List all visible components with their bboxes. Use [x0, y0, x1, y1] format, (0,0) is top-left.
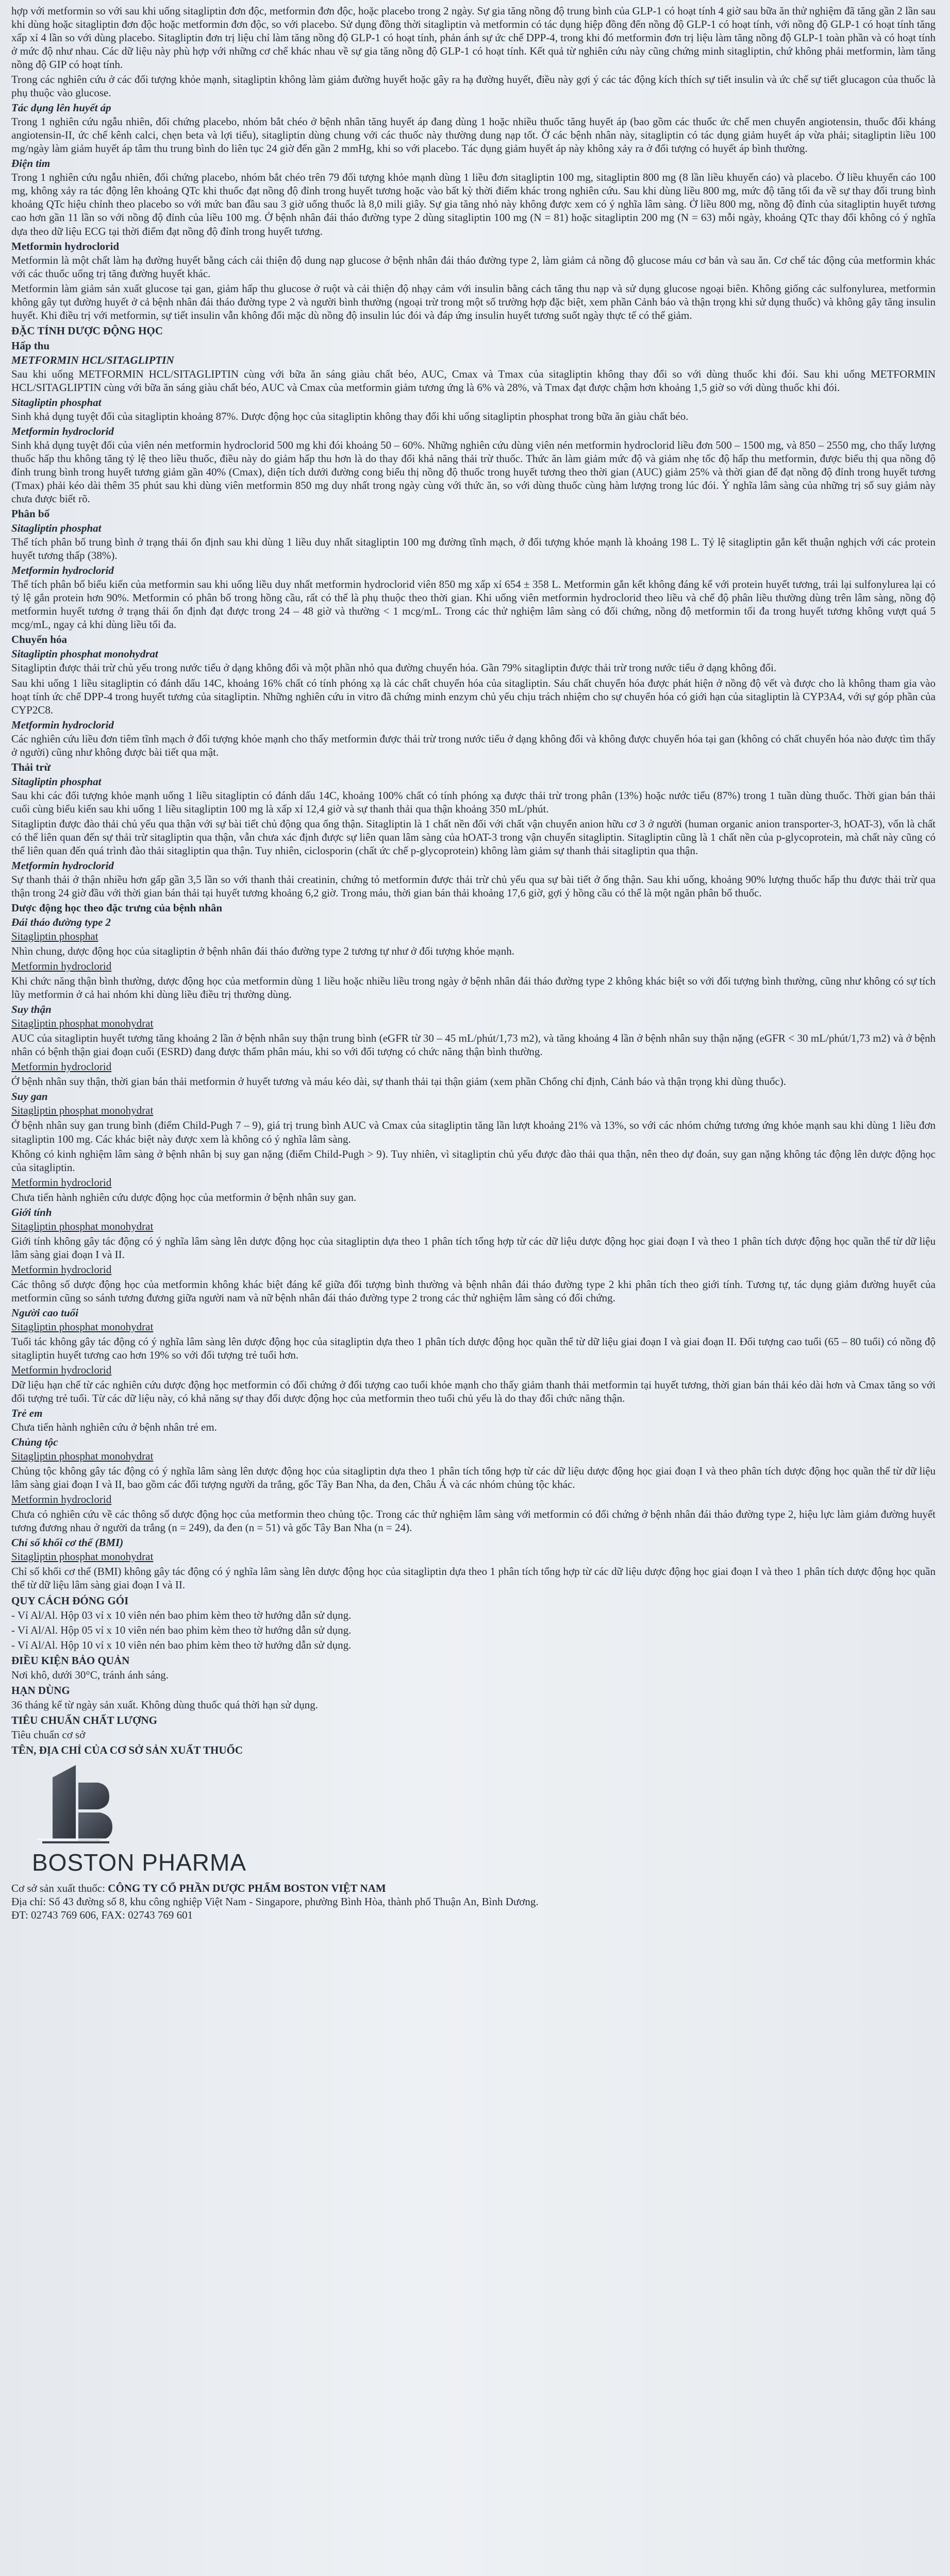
subsection-heading: Hấp thu [11, 339, 50, 352]
paragraph: Chủng tộc không gây tác động có ý nghĩa lâm sàng lên dược động học của sitagliptin dựa theo 1 phân tích tổng hợp từ các dữ liệu dược động học giai đoạn I và theo phân tích dược động học quần thể từ dữ liệu lâm sàng giai đoạn I và II, bao gồm các đối tượng người da trắng, gốc Tây Ban Nha, da đen, Châu Á và các nhóm chủng tộc khác. [11, 1465, 936, 1491]
paragraph: Sinh khả dụng tuyệt đối của sitagliptin khoảng 87%. Dược động học của sitagliptin không thay đổi khi uống sitagliptin phosphat trong bữa ăn giàu chất béo. [11, 410, 689, 422]
subsection-heading: Điện tim [11, 157, 51, 170]
paragraph: Các nghiên cứu liều đơn tiêm tĩnh mạch ở đối tượng khỏe mạnh cho thấy metformin được thải trừ trong nước tiểu ở dạng không đổi và không được chuyển hóa tại gan (không có chất chuyển hóa nào được tìm thấy ở người) cũng như không được bài tiết qua mật. [11, 732, 936, 758]
subsection-heading: Chỉ số khối cơ thể (BMI) [11, 1536, 124, 1549]
subsection-heading: Chủng tộc [11, 1436, 58, 1449]
subsection-heading: Dược động học theo đặc trưng của bệnh nhân [11, 902, 223, 914]
subsection-heading: Đái tháo đường type 2 [11, 916, 111, 929]
substance-heading: Metformin hydroclorid [11, 960, 112, 973]
section-heading: ĐẶC TÍNH DƯỢC ĐỘNG HỌC [11, 324, 163, 337]
paragraph: Trong 1 nghiên cứu ngẫu nhiên, đối chứng placebo, nhóm bắt chéo ở bệnh nhân tăng huyết áp đang dùng 1 hoặc nhiều thuốc tăng huyết áp (bao gồm các thuốc ức chế men chuyển angiotensin, thuốc đối kháng angiotensin-II, ức chế kênh calci, chẹn beta và lợi tiểu), sitagliptin dùng chung với các thuốc này thường dung nạp tốt. Ở các bệnh nhân này, sitagliptin có tác dụng giảm huyết áp vừa phải; sitagliptin liều 100 mg/ngày làm giảm huyết áp tâm thu trung bình do liên tục 24 giờ đến gần 2 mmHg, khi so với placebo. Tác dụng giảm huyết áp này không xảy ra ở đối tượng có huyết áp bình thường. [11, 115, 936, 155]
subsection-heading: Metformin hydroclorid [11, 240, 119, 252]
paragraph: Sau khi uống 1 liều sitagliptin có đánh dấu 14C, khoảng 16% chất có tính phóng xạ là các chất chuyển hóa của sitagliptin. Sáu chất chuyển hóa được phát hiện ở nồng độ vết và được cho là không tham gia vào hoạt tính ức chế DPP-4 trong huyết tương của sitagliptin. Những nghiên cứu in vitro đã chứng minh enzym chủ yếu chịu trách nhiệm cho sự chuyển hóa có giới hạn của sitagliptin là CYP3A4, với sự góp phần của CYP2C8. [11, 676, 936, 716]
paragraph: Sự thanh thải ở thận nhiều hơn gấp gần 3,5 lần so với thanh thải creatinin, chứng tỏ metformin được thải trừ chủ yếu qua sự bài tiết ở ống thận. Sau khi uống, khoảng 90% lượng thuốc hấp thu được thải trừ qua thận trong 24 giờ đầu với thời gian bán thải tại huyết tương khoảng 6,2 giờ. Trong máu, thời gian bán thải khoảng 17,6 giờ, gợi ý hồng cầu có thể là một ngăn phân bố thuốc. [11, 873, 936, 899]
substance-heading: Metformin hydroclorid [11, 1493, 112, 1506]
paragraph: Tiêu chuẩn cơ sở [11, 1728, 86, 1741]
substance-heading: Metformin hydroclorid [11, 1176, 112, 1189]
paragraph: Chưa có nghiên cứu về các thông số dược động học của metformin theo chủng tộc. Trong các thử nghiệm lâm sàng với metformin có đối chứng ở bệnh nhân đái tháo đường type 2, hiệu lực làm giảm đường huyết tương đương nhau ở người da trắng (n = 249), da đen (n = 51) và gốc Tây Ban Nha (n = 24). [11, 1508, 936, 1534]
paragraph: Không có kinh nghiệm lâm sàng ở bệnh nhân bị suy gan nặng (điểm Child-Pugh > 9). Tuy nhiên, vì sitagliptin chủ yếu được đào thải qua thận, nên theo dự đoán, suy gan nặng không tác động lên dược động học của sitagliptin. [11, 1147, 936, 1174]
paragraph: Dữ liệu hạn chế từ các nghiên cứu dược động học metformin có đối chứng ở đối tượng cao tuổi khỏe mạnh cho thấy giảm thanh thải metformin tại huyết tương, thời gian bán thải kéo dài hơn và Cmax tăng so với đối tượng trẻ tuổi. Từ các dữ liệu này, có khả năng sự thay đổi dược động học của metformin theo tuổi chủ yếu là do thay đổi chức năng thận. [11, 1379, 936, 1405]
manufacturer-label: Cơ sở sản xuất thuốc: [11, 1882, 106, 1894]
paragraph: - Vỉ Al/Al. Hộp 03 vỉ x 10 viên nén bao phim kèm theo tờ hướng dẫn sử dụng. [11, 1608, 352, 1621]
subsection-heading: METFORMIN HCL/SITAGLIPTIN [11, 353, 174, 366]
paragraph: Ở bệnh nhân suy thận, thời gian bán thải metformin ở huyết tương và máu kéo dài, sự thanh thải tại thận giảm (xem phần Chống chỉ định, Cảnh báo và thận trọng khi dùng thuốc). [11, 1075, 787, 1088]
substance-heading: Sitagliptin phosphat monohydrat [11, 1017, 154, 1030]
subsection-heading: Người cao tuổi [11, 1306, 79, 1319]
paragraph: Sitagliptin được thải trừ chủ yếu trong nước tiểu ở dạng không đổi và một phần nhỏ qua đường chuyển hóa. Gần 79% sitagliptin được thải trừ trong nước tiểu ở dạng không đổi. [11, 662, 777, 674]
paragraph: Metformin là một chất làm hạ đường huyết bằng cách cải thiện độ dung nạp glucose ở bệnh nhân đái tháo đường type 2, làm giảm cả nồng độ glucose máu cơ bản và sau ăn. Cơ chế tác động của metformin khác với các thuốc uống trị tăng đường huyết khác. [11, 253, 936, 280]
manufacturer-address: Địa chỉ: Số 43 đường số 8, khu công nghiệp Việt Nam - Singapore, phường Bình Hòa, thành phố Thuận An, Bình Dương. [11, 1895, 539, 1908]
paragraph: Nơi khô, dưới 30°C, tránh ánh sáng. [11, 1668, 169, 1681]
paragraph: Thể tích phân bố trung bình ở trạng thái ổn định sau khi dùng 1 liều duy nhất sitagliptin 100 mg đường tĩnh mạch, ở đối tượng khỏe mạnh là khoảng 198 L. Tỷ lệ sitagliptin gắn kết thuận nghịch với các protein huyết tương thấp (38%). [11, 536, 936, 562]
substance-heading: Sitagliptin phosphat monohydrat [11, 1450, 154, 1463]
paragraph: Các thông số dược động học của metformin không khác biệt đáng kể giữa đối tượng bình thường và bệnh nhân đái tháo đường type 2 khi phân tích theo giới tính. Tương tự, tác dụng giảm đường huyết của metformin cũng so sánh tương đương giữa người nam và nữ bệnh nhân đái tháo đường type 2 trong các thử nghiệm lâm sàng có đối chứng. [11, 1278, 936, 1304]
subsection-heading: Sitagliptin phosphat [11, 775, 102, 788]
paragraph: Thể tích phân bố biểu kiến của metformin sau khi uống liều duy nhất metformin hydroclorid viên 850 mg xấp xỉ 654 ± 358 L. Metformin gắn kết không đáng kể với protein huyết tương, trái lại sulfonylurea lại có tỷ lệ gắn protein hơn 90%. Metformin có phân bố trong hồng cầu, rất có thể là phụ thuộc theo thời gian. Khi uống viên metformin hydroclorid theo liều và chế độ phân liều thường dùng trên lâm sàng, nồng độ metformin huyết tương ở trạng thái ổn định đạt được trong 24 – 48 giờ và thường < 1 mcg/mL. Trong các thử nghiệm lâm sàng có đối chứng, nồng độ metformin tối đa trong huyết tương không vượt quá 5 mcg/mL, ngay cả khi dùng liều tối đa. [11, 578, 936, 631]
subsection-heading: Suy thận [11, 1003, 52, 1016]
subsection-heading: Sitagliptin phosphat [11, 396, 102, 409]
manufacturer-name: CÔNG TY CỔ PHẦN DƯỢC PHẨM BOSTON VIỆT NAM [108, 1882, 386, 1894]
manufacturer-name-line [11, 1882, 936, 1895]
substance-heading: Sitagliptin phosphat monohydrat [11, 1550, 154, 1563]
paragraph: AUC của sitagliptin huyết tương tăng khoảng 2 lần ở bệnh nhân suy thận trung bình (eGFR từ 30 – 45 mL/phút/1,73 m2), và tăng khoảng 4 lần ở bệnh nhân suy thận nặng (eGFR < 30 mL/phút/1,73 m2) và ở bệnh nhân có bệnh thận giai đoạn cuối (ESRD) đang được thẩm phân máu, khi so với đối tượng có chức năng thận bình thường. [11, 1032, 936, 1058]
subsection-heading: Metformin hydroclorid [11, 718, 114, 731]
paragraph: Sau khi uống METFORMIN HCL/SITAGLIPTIN cùng với bữa ăn sáng giàu chất béo, AUC, Cmax và Tmax của sitagliptin không thay đổi so với dùng thuốc khi đói. Sau khi uống METFORMIN HCL/SITAGLIPTIN cùng với bữa ăn sáng giàu chất béo, AUC và Cmax của metformin giảm tương ứng là 6% và 28%, và Tmax đạt được chậm hơn khoảng 1,5 giờ so với dùng thuốc khi đói. [11, 367, 936, 394]
paragraph: Trong các nghiên cứu ở các đối tượng khỏe mạnh, sitagliptin không làm giảm đường huyết hoặc gây ra hạ đường huyết, điều này gợi ý các tác động kích thích sự tiết insulin và ức chế sự tiết glucagon của thuốc là phụ thuộc vào glucose. [11, 73, 936, 99]
subsection-heading: Giới tính [11, 1206, 52, 1218]
substance-heading: Metformin hydroclorid [11, 1263, 112, 1276]
substance-heading: Sitagliptin phosphat monohydrat [11, 1104, 154, 1117]
section-heading: HẠN DÙNG [11, 1684, 70, 1697]
paragraph: Tuổi tác không gây tác động có ý nghĩa lâm sàng lên dược động học của sitagliptin dựa theo 1 phân tích dược động học quần thể từ dữ liệu giai đoạn I và giai đoạn II. Đối tượng cao tuổi (65 – 80 tuổi) có nồng độ sitagliptin huyết tương cao hơn 19% so với đối tượng trẻ tuổi hơn. [11, 1335, 936, 1361]
paragraph: - Vỉ Al/Al. Hộp 05 vỉ x 10 viên nén bao phim kèm theo tờ hướng dẫn sử dụng. [11, 1623, 352, 1636]
substance-heading: Metformin hydroclorid [11, 1364, 112, 1376]
paragraph: Sitagliptin được đào thải chủ yếu qua thận với sự bài tiết chủ động qua ống thận. Sitagliptin là 1 chất nền đối với chất vận chuyển anion hữu cơ 3 ở người (human organic anion transporter-3, hOAT-3), vốn là chất có thể liên quan đến sự thải trừ sitagliptin qua thận, vẫn chưa xác định được sự liên quan lâm sàng của hOAT-3 trong vận chuyển sitagliptin. Sitagliptin cũng là 1 chất nền của p-glycoprotein, mà chất này cũng có thể liên quan đến quá trình đào thải sitagliptin qua thận. Tuy nhiên, ciclosporin (chất ức chế p-glycoprotein) không làm giảm sự thanh thải sitagliptin qua thận. [11, 817, 936, 857]
substance-heading: Sitagliptin phosphat [11, 930, 98, 943]
section-heading: TIÊU CHUẨN CHẤT LƯỢNG [11, 1714, 157, 1726]
section-heading: QUY CÁCH ĐÓNG GÓI [11, 1594, 129, 1607]
subsection-heading: Sitagliptin phosphat monohydrat [11, 648, 158, 660]
paragraph: Trong 1 nghiên cứu ngẫu nhiên, đối chứng placebo, nhóm bắt chéo trên 79 đối tượng khỏe mạnh dùng 1 liều đơn sitagliptin 100 mg, sitagliptin 800 mg (8 lần liều khuyến cáo) và placebo. Ở liều khuyến cáo 100 mg, không xảy ra tác động lên khoảng QTc khi thuốc đạt nồng độ đỉnh trong huyết tương hoặc vào bất kỳ thời điểm khác trong nghiên cứu. Sau khi dùng liều 800 mg, mức độ tăng tối đa về sự thay đổi trung bình khoảng QTc hiệu chỉnh theo placebo so với mức ban đầu sau 3 giờ uống thuốc là 8,0 mili giây. Sự gia tăng nhỏ này không được xem có ý nghĩa lâm sàng. Ở liều 800 mg, nồng độ đỉnh của sitagliptin huyết tương cao hơn gần 11 lần so với nồng độ đỉnh của liều 100 mg. Ở bệnh nhân đái tháo đường type 2 dùng sitagliptin 100 mg (N = 81) hoặc sitagliptin 200 mg (N = 63) mỗi ngày, khoảng QTc thay đổi không có ý nghĩa dựa theo dữ liệu ECG tại thời điểm đạt nồng độ đỉnh trong huyết tương. [11, 171, 936, 238]
subsection-heading: Metformin hydroclorid [11, 564, 114, 577]
paragraph: Sau khi các đối tượng khỏe mạnh uống 1 liều sitagliptin có đánh dấu 14C, khoảng 100% chất có tính phóng xạ được thải trừ trong phân (13%) hoặc nước tiểu (87%) trong 1 tuần dùng thuốc. Thời gian bán thải cuối cùng biểu kiến sau khi uống 1 liều sitagliptin 100 mg là xấp xỉ 12,4 giờ và sự thanh thải qua thận khoảng 350 mL/phút. [11, 789, 936, 815]
paragraph: hợp với metformin so với sau khi uống sitagliptin đơn độc, metformin đơn độc, hoặc placebo trong 2 ngày. Sự gia tăng nồng độ trung bình của GLP-1 có hoạt tính 4 giờ sau bữa ăn thử nghiệm đã tăng gần 2 lần sau khi dùng hoặc sitagliptin đơn độc hoặc metformin đơn độc, so với placebo. Sử dụng đồng thời sitagliptin và metformin có tác dụng hiệp đồng đến nồng độ GLP-1 có hoạt tính, với nồng độ GLP-1 có hoạt tính tăng xấp xỉ 4 lần so với dùng placebo. Sitagliptin đơn trị liệu chỉ làm tăng nồng độ GLP-1 có hoạt tính, phản ánh sự ức chế DPP-4, trong khi đó metformin đơn trị liệu làm tăng nồng độ GLP-1 toàn phần và có hoạt tính ở mức độ như nhau. Các dữ liệu này phù hợp với những cơ chế khác nhau về sự gia tăng nồng độ GLP-1 có hoạt tính. Kết quả từ nghiên cứu này cũng chứng minh sitagliptin, chứ không phải metformin, làm tăng nồng độ GIP có hoạt tính. [11, 5, 936, 71]
paragraph: - Vỉ Al/Al. Hộp 10 vỉ x 10 viên nén bao phim kèm theo tờ hướng dẫn sử dụng. [11, 1638, 352, 1651]
paragraph: Sinh khả dụng tuyệt đối của viên nén metformin hydroclorid 500 mg khi đói khoảng 50 – 60%. Những nghiên cứu dùng viên nén metformin hydroclorid liều đơn 500 – 1500 mg, và 850 – 2550 mg, cho thấy lượng thuốc hấp thu không tăng tỷ lệ theo liều thuốc, điều này do giảm hấp thu hơn là do thay đổi khả năng thải trừ thuốc. Thức ăn làm giảm mức độ và giảm nhẹ tốc độ hấp thu metformin, được biểu thị qua nồng độ đỉnh trung bình trong huyết tương giảm gần 40% (Cmax), diện tích dưới đường cong biểu thị nồng độ thuốc trong huyết tương theo thời gian (AUC) giảm 25% và thời gian để đạt nồng độ đỉnh trong huyết tương (Tmax) phải kéo dài thêm 35 phút sau khi dùng viên metformin 850 mg duy nhất trong ngày cùng với thức ăn, so với dùng thuốc cùng hàm lượng trong lúc đói. Ý nghĩa lâm sàng của những trị số suy giảm này chưa được biết rõ. [11, 438, 936, 505]
paragraph: Metformin làm giảm sản xuất glucose tại gan, giảm hấp thu glucose ở ruột và cải thiện độ nhạy cảm với insulin bằng cách tăng thu nạp và sử dụng glucose ngoại biên. Không giống các sulfonylurea, metformin không gây tụt đường huyết ở cả bệnh nhân đái tháo đường type 2 và người bình thường (ngoại trừ trong một số trường hợp đặc biệt, xem phần Cảnh báo và thận trọng khi sử dụng thuốc) và không gây tăng insulin huyết. Khi điều trị với metformin, sự tiết insulin vẫn không đổi mặc dù nồng độ insulin lúc đói và đáp ứng insulin huyết tương suốt ngày thực tế có thể giảm. [11, 282, 936, 321]
subsection-heading: Suy gan [11, 1090, 48, 1103]
paragraph: Chưa tiến hành nghiên cứu dược động học của metformin ở bệnh nhân suy gan. [11, 1191, 357, 1204]
subsection-heading: Tác dụng lên huyết áp [11, 101, 111, 114]
paragraph: Giới tính không gây tác động có ý nghĩa lâm sàng lên dược động học của sitagliptin dựa theo 1 phân tích tổng hợp từ các dữ liệu dược động học giai đoạn I và theo 1 phân tích dược động học quần thể từ dữ liệu lâm sàng giai đoạn I và II. [11, 1234, 936, 1261]
substance-heading: Sitagliptin phosphat monohydrat [11, 1219, 154, 1232]
manufacturer-block [11, 1762, 936, 1922]
paragraph: Nhìn chung, dược động học của sitagliptin ở bệnh nhân đái tháo đường type 2 tương tự như ở đối tượng khỏe mạnh. [11, 945, 514, 958]
manufacturer-contact: ĐT: 02743 769 606, FAX: 02743 769 601 [11, 1908, 193, 1921]
section-heading: TÊN, ĐỊA CHỈ CỦA CƠ SỞ SẢN XUẤT THUỐC [11, 1743, 243, 1756]
subsection-heading: Metformin hydroclorid [11, 859, 114, 872]
leaflet-body [11, 4, 936, 1757]
paragraph: Ở bệnh nhân suy gan trung bình (điểm Child-Pugh 7 – 9), giá trị trung bình AUC và Cmax của sitagliptin tăng lần lượt khoảng 21% và 13%, so với các nhóm chứng tương ứng khỏe mạnh sau khi dùng 1 liều đơn sitagliptin 100 mg. Các khác biệt này được xem là không có ý nghĩa lâm sàng. [11, 1119, 936, 1145]
subsection-heading: Chuyển hóa [11, 633, 67, 646]
subsection-heading: Metformin hydroclorid [11, 425, 114, 437]
section-heading: ĐIỀU KIỆN BẢO QUẢN [11, 1654, 130, 1667]
paragraph: Khi chức năng thận bình thường, dược động học của metformin dùng 1 liều hoặc nhiều liều trong ngày ở bệnh nhân đái tháo đường type 2 không khác biệt so với đối tượng bình thường, cũng như không có sự tích lũy metformin ở cả hai nhóm khi dùng liều điều trị thường dùng. [11, 975, 936, 1001]
logo [32, 1762, 936, 1877]
subsection-heading: Thải trừ [11, 760, 51, 773]
subsection-heading: Trẻ em [11, 1407, 43, 1420]
paragraph: Chưa tiến hành nghiên cứu ở bệnh nhân trẻ em. [11, 1421, 217, 1434]
paragraph: Chỉ số khối cơ thể (BMI) không gây tác động có ý nghĩa lâm sàng lên dược động học của sitagliptin dựa theo 1 phân tích tổng hợp từ các dữ liệu dược động học giai đoạn I và theo 1 phân tích dược động học quần thể từ dữ liệu lâm sàng giai đoạn I và II. [11, 1565, 936, 1591]
subsection-heading: Sitagliptin phosphat [11, 522, 102, 535]
logo-text: BOSTON PHARMA [32, 1849, 246, 1876]
substance-heading: Metformin hydroclorid [11, 1060, 112, 1073]
boston-pharma-logo-icon [32, 1762, 120, 1847]
paragraph: 36 tháng kể từ ngày sản xuất. Không dùng thuốc quá thời hạn sử dụng. [11, 1698, 318, 1711]
substance-heading: Sitagliptin phosphat monohydrat [11, 1320, 154, 1333]
subsection-heading: Phân bố [11, 507, 50, 520]
